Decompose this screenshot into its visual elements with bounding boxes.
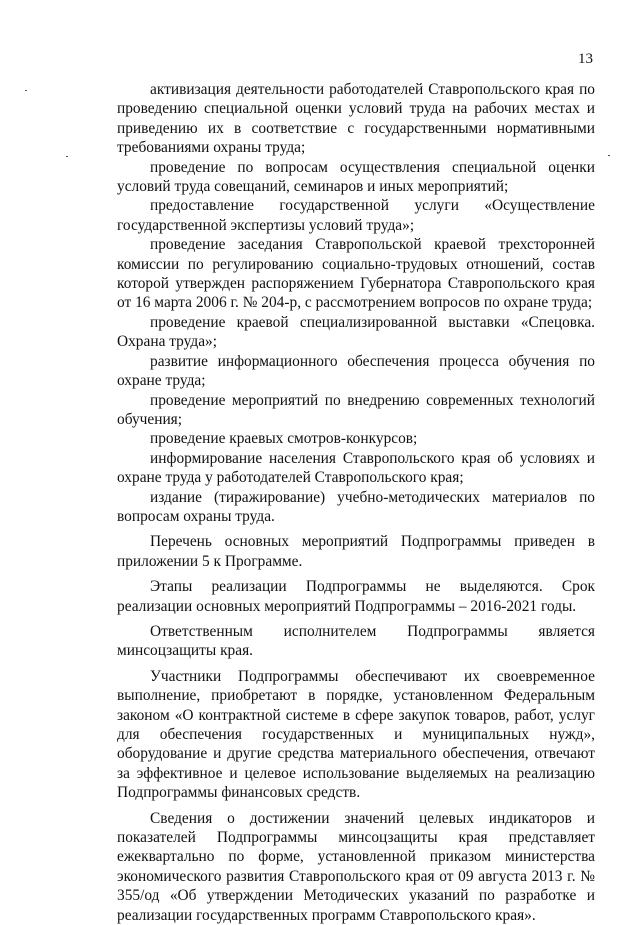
page-number: 13: [578, 51, 593, 67]
scan-speck: [25, 90, 27, 91]
paragraph: информирование населения Ставропольского края об условиях и охране труда у работодателей Ставропольского края;: [117, 449, 595, 487]
paragraph: проведение краевых смотров-конкурсов;: [150, 430, 418, 448]
document-body: [117, 80, 595, 925]
paragraph: активизация деятельности работодателей Ставропольского края по проведению специальной оценки условий труда на рабочих местах и приведению их в соответствие с государственными нормативными требованиями охраны труда;: [117, 81, 595, 157]
paragraph: проведение по вопросам осуществления специальной оценки условий труда совещаний, семинаров и иных мероприятий;: [117, 158, 595, 196]
paragraph: проведение мероприятий по внедрению современных технологий обучения;: [117, 391, 595, 428]
scan-speck: [66, 156, 68, 157]
paragraph: Участники Подпрограммы обеспечивают их своевременное выполнение, приобретают в порядке, установленном Федеральным законом «О контрактной системе в сфере закупок товаров, работ, услуг для обеспечения государственных и муниципальных нужд», оборудование и другие средства материального обеспечения, отвечают за эффективное и целевое использование выделяемых на реализацию Подпрограммы финансовых средств.: [117, 667, 595, 802]
paragraph: Ответственным исполнителем Подпрограммы является минсоцзащиты края.: [117, 622, 595, 660]
paragraph: Сведения о достижении значений целевых индикаторов и показателей Подпрограммы минсоцзащиты края представляет ежеквартально по форме, установленной приказом министерства экономического развития Ставропольского края от 09 августа 2013 г. № 355/од «Об утверждении Методических указаний по разработке и реализации государственных программ Ставропольского края».: [117, 809, 595, 924]
paragraph: развитие информационного обеспечения процесса обучения по охране труда;: [117, 352, 595, 390]
paragraph: Перечень основных мероприятий Подпрограммы приведен в приложении 5 к Программе.: [117, 533, 595, 570]
scan-speck: [608, 155, 610, 156]
paragraph: предоставление государственной услуги «Осуществление государственной экспертизы условий труда»;: [117, 197, 595, 234]
paragraph: издание (тиражирование) учебно-методических материалов по вопросам охраны труда.: [117, 488, 595, 525]
paragraph: проведение заседания Ставропольской краевой трехсторонней комиссии по регулированию социально-трудовых отношений, состав которой утвержден распоряжением Губернатора Ставропольского края от 16 марта 2006 г. № 204-р, с рассмотрением вопросов по охране труда;: [117, 236, 595, 312]
paragraph: проведение краевой специализированной выставки «Спецовка. Охрана труда»;: [117, 313, 595, 351]
paragraph: Этапы реализации Подпрограммы не выделяются. Срок реализации основных мероприятий Подпрограммы – 2016-2021 годы.: [117, 578, 595, 615]
